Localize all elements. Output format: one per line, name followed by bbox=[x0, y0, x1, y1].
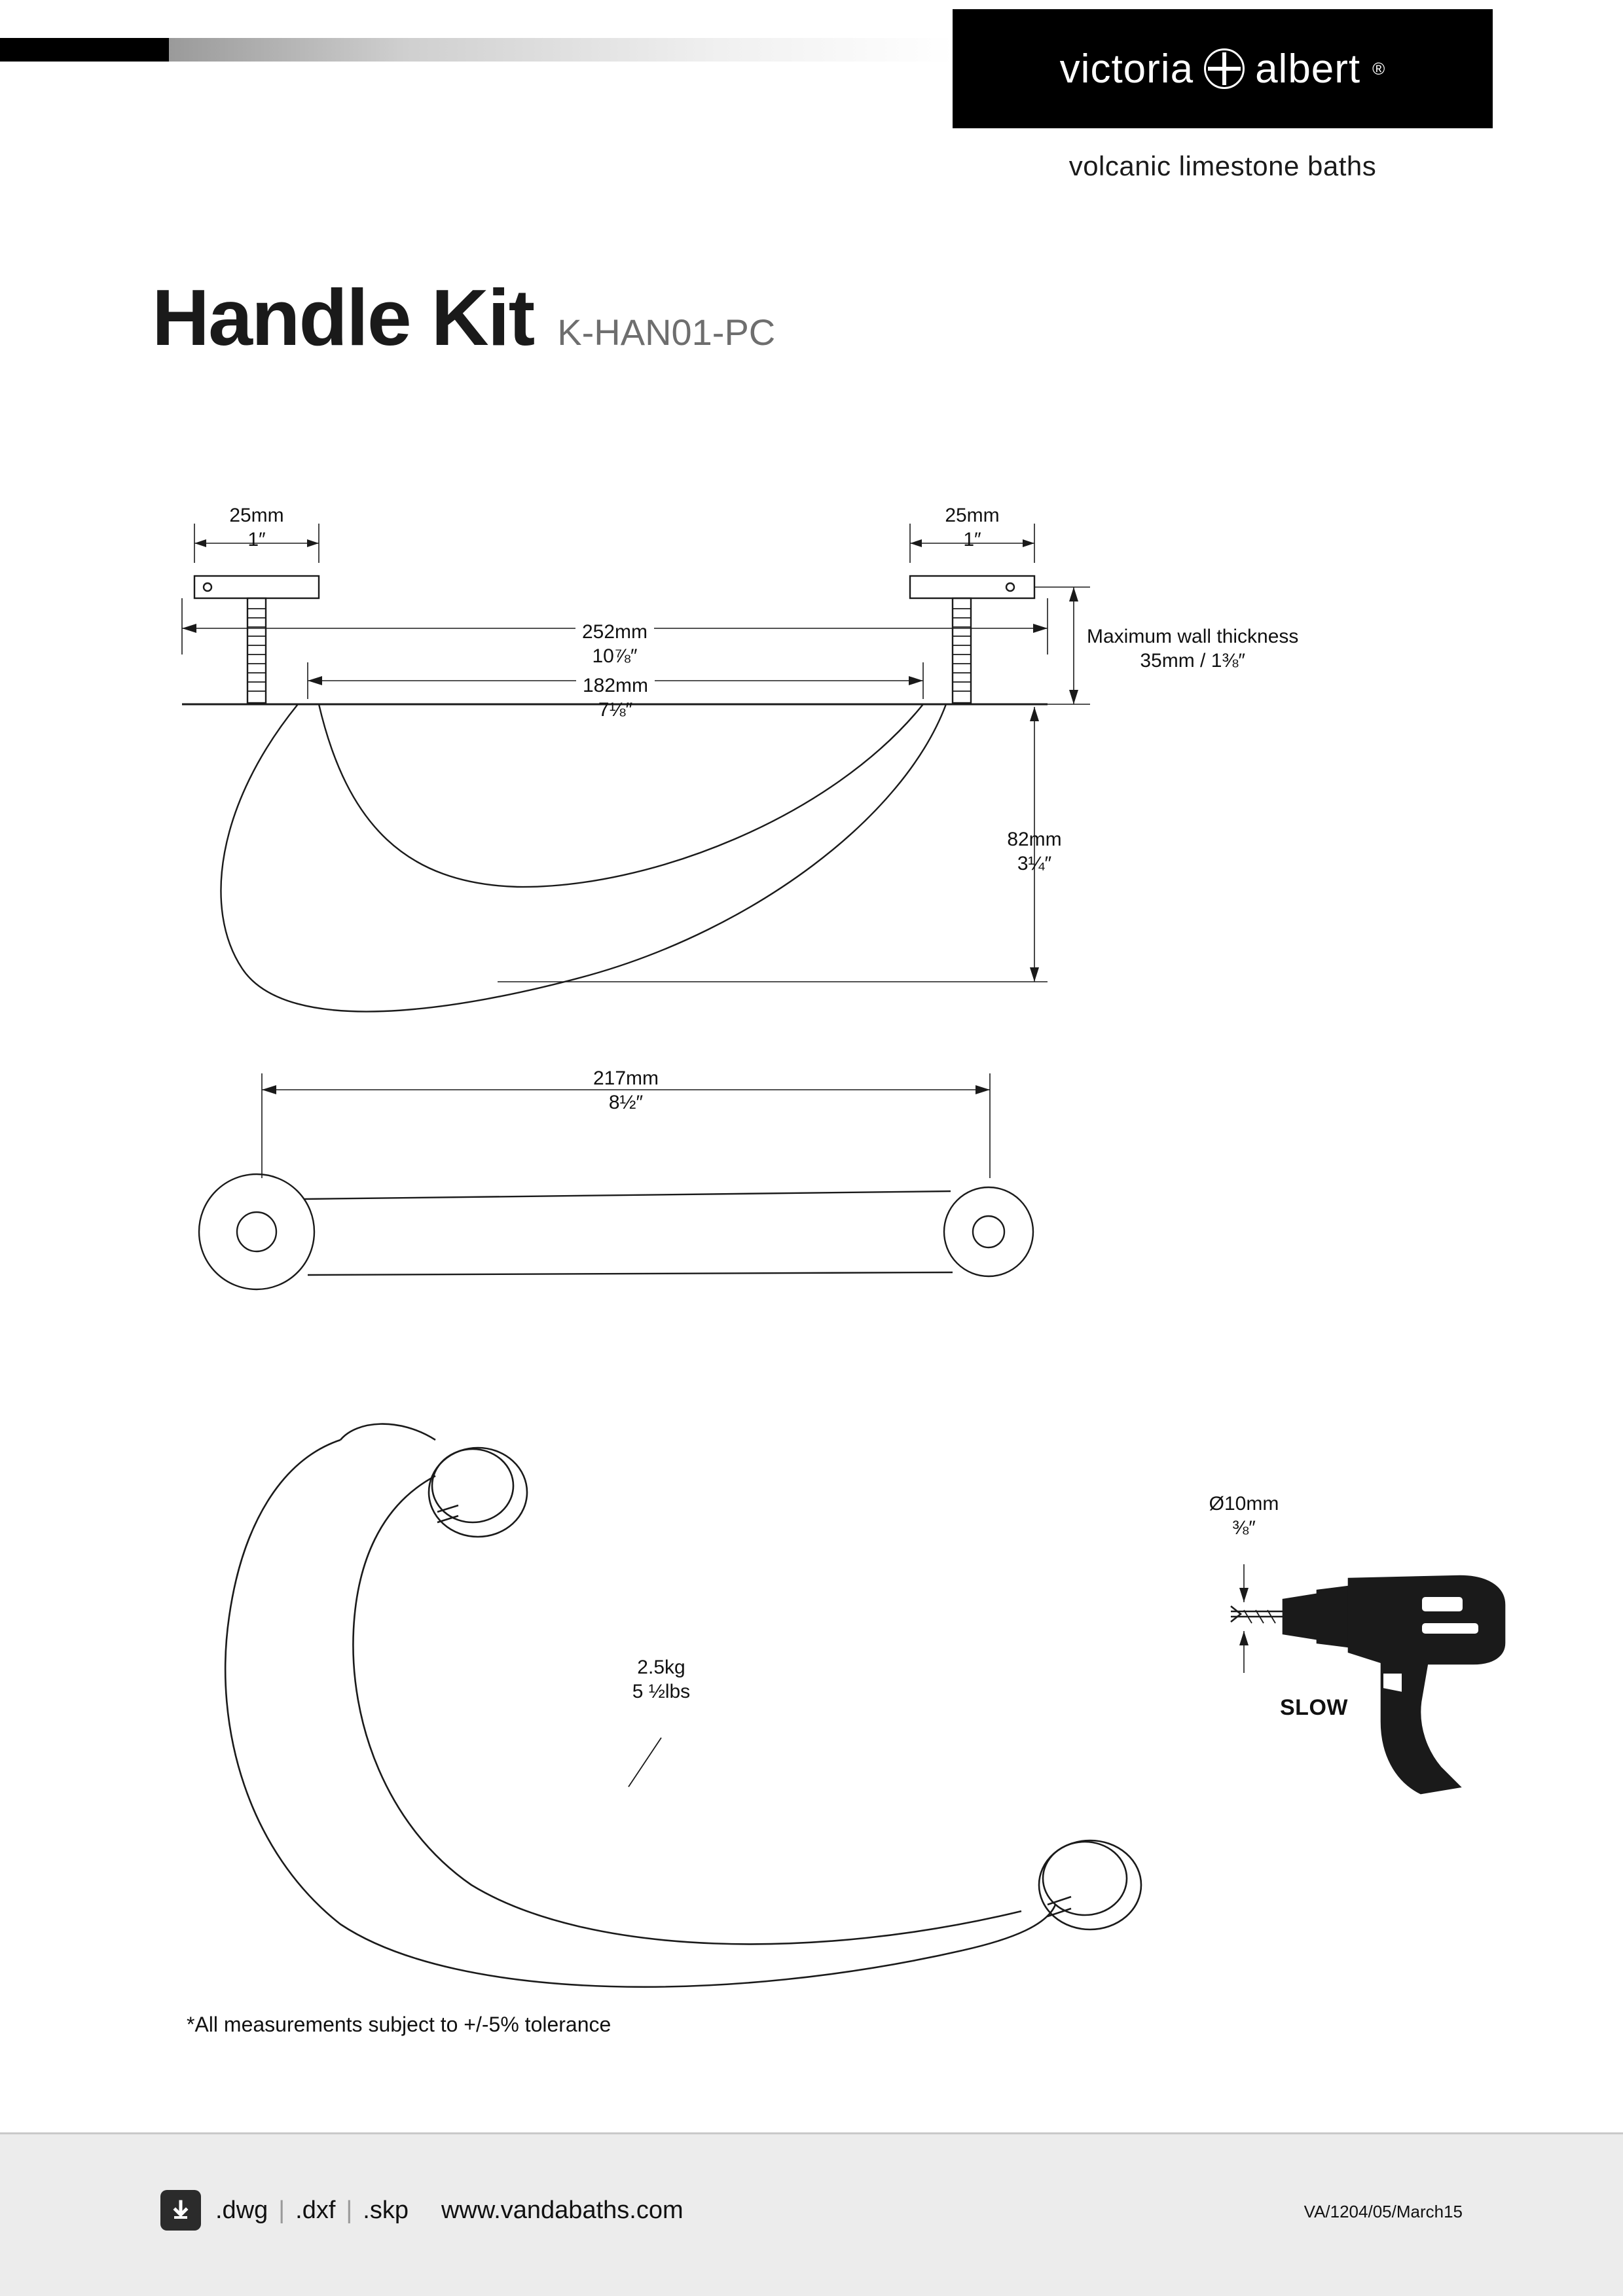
brand-name-left: victoria bbox=[1059, 46, 1194, 92]
download-dxf-link[interactable]: .dxf bbox=[295, 2196, 336, 2224]
drill-speed-note: SLOW bbox=[1280, 1695, 1348, 1720]
drill-illustration bbox=[1231, 1564, 1504, 1793]
tolerance-note: *All measurements subject to +/-5% tolerance bbox=[187, 2013, 611, 2036]
footer-sep-2: | bbox=[346, 2196, 353, 2224]
website-link[interactable]: www.vandabaths.com bbox=[441, 2196, 684, 2224]
footer-file-types bbox=[215, 2197, 684, 2225]
dim-overall-width: 252mm 10⅞″ bbox=[484, 620, 746, 668]
left-flange-plate bbox=[194, 576, 319, 598]
document-reference: VA/1204/05/March15 bbox=[1304, 2202, 1463, 2221]
brand-name-right: albert bbox=[1255, 46, 1361, 92]
footer-sep-1: | bbox=[278, 2196, 285, 2224]
weight-label: 2.5kg 5 ½lbs bbox=[632, 1657, 691, 1702]
brand-tagline: volcanic limestone baths bbox=[1068, 151, 1377, 181]
handle-outer-profile bbox=[221, 704, 946, 1012]
product-code: K-HAN01-PC bbox=[557, 312, 776, 353]
download-dwg-link[interactable]: .dwg bbox=[215, 2196, 268, 2224]
dim-plan-length: 217mm 8½″ bbox=[495, 1067, 757, 1115]
dim-flange-right: 25mm 1″ bbox=[945, 505, 1000, 550]
plan-view bbox=[199, 1174, 1033, 1289]
footer-downloads bbox=[160, 2190, 684, 2231]
perspective-view bbox=[225, 1424, 1141, 1987]
dim-wall-thickness: Maximum wall thickness 35mm / 1⅜″ bbox=[1087, 626, 1299, 672]
registered-mark: ® bbox=[1372, 58, 1386, 79]
product-name: Handle Kit bbox=[152, 273, 534, 362]
handle-inner-profile bbox=[319, 704, 923, 887]
dim-centre-width: 182mm 7⅛″ bbox=[484, 674, 746, 722]
download-skp-link[interactable]: .skp bbox=[363, 2196, 409, 2224]
download-icon[interactable] bbox=[160, 2190, 201, 2231]
dim-projection: 82mm 3¼″ bbox=[1007, 829, 1062, 874]
dim-flange-left: 25mm 1″ bbox=[229, 505, 284, 550]
drill-diameter-label: Ø10mm ⅜″ bbox=[1209, 1493, 1279, 1539]
right-flange-plate bbox=[910, 576, 1034, 598]
